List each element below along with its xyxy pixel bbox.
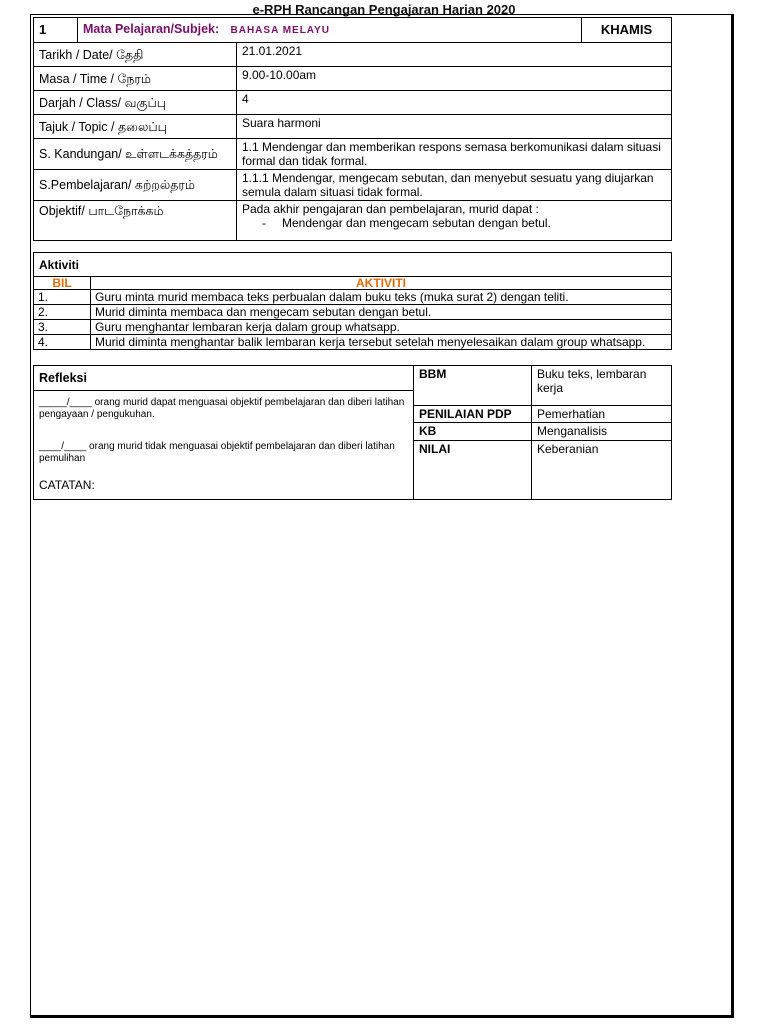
subject-value: BAHASA MELAYU xyxy=(230,25,331,36)
penilaian-value: Pemerhatian xyxy=(532,405,672,423)
topic-label: Tajuk / Topic / தலைப்பு xyxy=(34,115,237,139)
activity-text: Guru minta murid membaca teks perbualan dalam buku teks (muka surat 2) dengan teliti. xyxy=(91,290,672,305)
activities-title: Aktiviti xyxy=(34,253,672,277)
activity-number: 3. xyxy=(34,320,91,335)
nilai-value: Keberanian xyxy=(532,441,672,500)
objective-intro: Pada akhir pengajaran dan pembelajaran, murid dapat : xyxy=(242,202,539,216)
activities-table xyxy=(33,252,672,350)
date-value: 21.01.2021 xyxy=(237,43,672,67)
time-label: Masa / Time / நேரம் xyxy=(34,67,237,91)
bbm-value: Buku teks, lembaran kerja xyxy=(532,366,672,406)
time-value: 9.00-10.00am xyxy=(237,67,672,91)
activity-number: 1. xyxy=(34,290,91,305)
subject-cell xyxy=(78,18,582,43)
learning-standard-label: S.Pembelajaran/ கற்றல்தரம் xyxy=(34,170,237,201)
kb-value: Menganalisis xyxy=(532,423,672,441)
class-label: Darjah / Class/ வகுப்பு xyxy=(34,91,237,115)
class-value: 4 xyxy=(237,91,672,115)
activity-row xyxy=(34,320,672,335)
reflection-line-1: _____/____ orang murid dapat menguasai objektif pembelajaran dan diberi latihan pengayaan / pengukuhan. xyxy=(39,397,405,420)
activity-number: 4. xyxy=(34,335,91,350)
activity-row xyxy=(34,335,672,350)
row-time xyxy=(34,67,672,91)
activity-text: Guru menghantar lembaran kerja dalam group whatsapp. xyxy=(91,320,672,335)
col-bil: BIL xyxy=(34,277,91,290)
header-row xyxy=(34,18,672,43)
learning-standard-value: 1.1.1 Mendengar, mengecam sebutan, dan menyebut sesuatu yang diujarkan semula dalam situasi tidak formal. xyxy=(237,170,672,201)
topic-value: Suara harmoni xyxy=(237,115,672,139)
row-date xyxy=(34,43,672,67)
objective-value xyxy=(237,201,672,241)
col-activity: AKTIVITI xyxy=(91,277,672,290)
objective-item-text: Mendengar dan mengecam sebutan dengan betul. xyxy=(282,216,551,230)
row-class xyxy=(34,91,672,115)
objective-label: Objektif/ பாடநோக்கம் xyxy=(34,201,237,241)
penilaian-label: PENILAIAN PDP xyxy=(414,405,532,423)
reflection-line-2: ____/____ orang murid tidak menguasai objektif pembelajaran dan diberi latihan pemulihan xyxy=(39,441,395,464)
row-topic xyxy=(34,115,672,139)
reflection-body xyxy=(34,391,414,500)
bbm-label: BBM xyxy=(414,366,532,406)
reflection-row-1 xyxy=(34,366,672,391)
activity-text: Murid diminta menghantar balik lembaran kerja tersebut setelah menyelesaikan dalam group whatsapp. xyxy=(91,335,672,350)
row-objective xyxy=(34,201,672,241)
day-cell: KHAMIS xyxy=(582,18,672,43)
document-title: e-RPH Rancangan Pengajaran Harian 2020 xyxy=(252,2,516,17)
content-standard-value: 1.1 Mendengar dan memberikan respons semasa berkomunikasi dalam situasi formal dan tidak formal. xyxy=(237,139,672,170)
content-standard-label: S. Kandungan/ உள்ளடக்கத்தரம் xyxy=(34,139,237,170)
reflection-table xyxy=(33,365,672,500)
lesson-number: 1 xyxy=(34,18,78,43)
objective-bullet: - xyxy=(262,216,266,230)
nilai-label: NILAI xyxy=(414,441,532,500)
activities-title-row xyxy=(34,253,672,277)
catatan-label: CATATAN: xyxy=(39,478,95,492)
subject-label: Mata Pelajaran/Subjek: xyxy=(83,22,220,36)
activity-row xyxy=(34,290,672,305)
date-label: Tarikh / Date/ தேதி xyxy=(34,43,237,67)
reflection-title: Refleksi xyxy=(34,366,414,391)
activities-header-row xyxy=(34,277,672,290)
activity-text: Murid diminta membaca dan mengecam sebutan dengan betul. xyxy=(91,305,672,320)
row-learning-standard xyxy=(34,170,672,201)
activity-number: 2. xyxy=(34,305,91,320)
activity-row xyxy=(34,305,672,320)
kb-label: KB xyxy=(414,423,532,441)
row-content-standard xyxy=(34,139,672,170)
objective-item xyxy=(242,216,666,230)
info-table xyxy=(33,17,672,241)
